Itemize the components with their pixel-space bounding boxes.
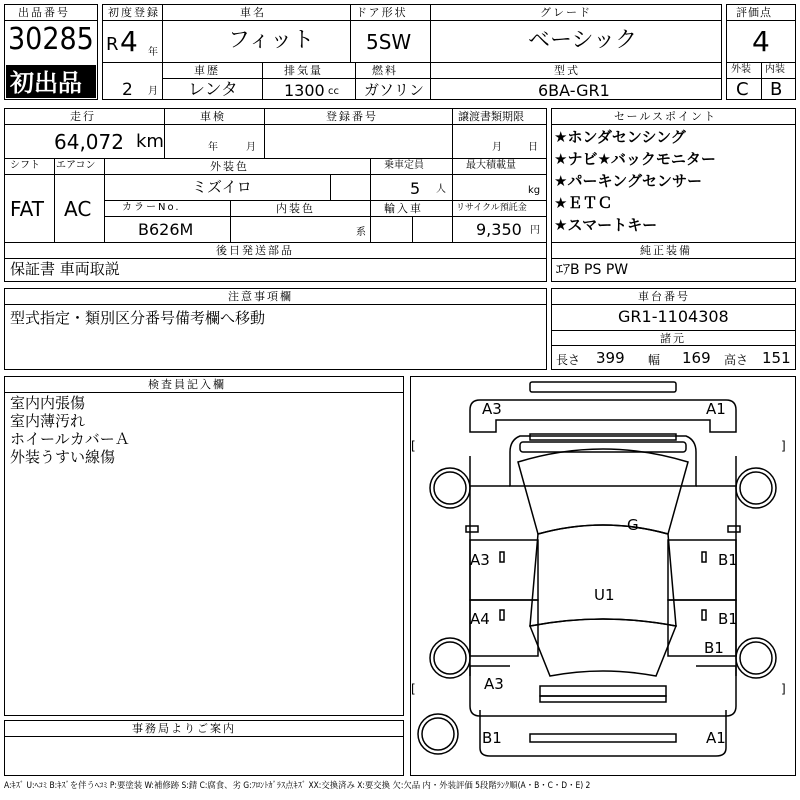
inspection-year-unit: 年 [208, 142, 218, 153]
grade-value: ベーシック [528, 28, 638, 53]
bracket-left: [ [411, 439, 416, 453]
damage-mark: B1 [718, 610, 738, 628]
ac-value: AC [64, 197, 92, 221]
bracket-right: ] [781, 682, 786, 696]
dims-label: 諸元 [660, 332, 686, 345]
recycle-value: 9,350 [476, 220, 522, 239]
height-label: 高さ [724, 353, 749, 367]
inspector-label: 検査員記入欄 [148, 378, 226, 391]
notes-value: 型式指定・類別区分番号備考欄へ移動 [10, 309, 266, 327]
load-label: 最大積載量 [466, 160, 516, 171]
inspection-label: 車検 [200, 110, 226, 123]
lot-number: 30285 [8, 22, 94, 57]
mileage-unit: km [136, 131, 164, 152]
bracket-right: ] [781, 439, 786, 453]
damage-mark: A4 [470, 610, 490, 628]
int-color-unit: 系 [356, 227, 366, 238]
first-listing-label: 初出品 [10, 69, 82, 97]
damage-mark: A1 [706, 729, 726, 747]
model-value: 6BA-GR1 [538, 81, 610, 100]
reg-year: 4 [120, 25, 138, 58]
mileage-label: 走行 [70, 110, 96, 123]
era: R [106, 34, 119, 55]
interior-label: 内装 [765, 64, 785, 75]
transfer-month-unit: 月 [492, 142, 502, 153]
sales-point-item: ★ナビ★バックモニター [554, 150, 716, 168]
capacity-label: 乗車定員 [384, 160, 424, 171]
inspection-month-unit: 月 [246, 142, 256, 153]
ac-label: エアコン [56, 160, 96, 171]
year-unit: 年 [148, 47, 158, 58]
first-listing-badge [6, 65, 96, 98]
door-label: ドア形状 [356, 6, 408, 19]
car-name: フィット [228, 28, 315, 53]
reg-month: 2 [122, 80, 133, 100]
damage-mark: B1 [718, 551, 738, 569]
fuel-label: 燃料 [372, 64, 398, 77]
model-label: 型式 [554, 64, 580, 77]
later-parts-label: 後日発送部品 [216, 244, 294, 257]
color-no-label: カラーNo. [122, 202, 181, 213]
car-name-label: 車名 [240, 6, 266, 19]
score-value: 4 [752, 25, 770, 58]
width-label: 幅 [648, 353, 661, 367]
height-value: 151 [762, 349, 791, 367]
color-no-value: B626M [138, 220, 194, 239]
history-value: レンタ [188, 80, 238, 100]
inspector-line: ホイールカバーＡ [10, 430, 130, 448]
car-diagram [410, 376, 796, 776]
damage-mark: B1 [704, 639, 724, 657]
legend: A:ｷｽﾞ U:ﾍｺﾐ B:ｷｽﾞを伴うﾍｺﾐ P:要塗装 W:補修跡 S:錆 C:腐食、劣 G:ﾌﾛﾝﾄｶﾞﾗｽ点ｷｽﾞ XX:交換済み X:要交換 欠:欠品 内・外装評価 5段階ﾗﾝｸ順(A・B・C・D・E) 2 [4, 780, 591, 790]
damage-mark: A1 [706, 400, 726, 418]
grade-label: グレード [540, 6, 592, 19]
inspector-line: 室内薄汚れ [10, 412, 86, 430]
recycle-label: リサイクル預託金 [456, 203, 527, 213]
int-color-label: 内装色 [276, 202, 315, 215]
color-label: 外装色 [210, 160, 249, 173]
mileage-value: 64,072 [54, 130, 124, 154]
equipment-value: ｴｱB PS PW [556, 262, 629, 278]
sales-point-item: ★パーキングセンサー [554, 172, 702, 190]
chassis-label: 車台番号 [638, 290, 690, 303]
sales-point-item: ★ホンダセンシング [554, 128, 686, 146]
exterior-score: C [736, 79, 749, 100]
first-reg-label: 初度登録 [108, 6, 160, 19]
sales-point-item: ★スマートキー [554, 216, 658, 234]
fuel-value: ガソリン [364, 81, 425, 99]
bracket-left: [ [411, 682, 416, 696]
length-value: 399 [596, 349, 625, 367]
history-label: 車歴 [194, 64, 220, 77]
transfer-label: 譲渡書類期限 [458, 110, 524, 123]
sales-point-item: ★ＥＴＣ [554, 194, 613, 212]
color-value: ミズイロ [192, 178, 252, 196]
displacement-value: 1300 [284, 81, 325, 100]
damage-mark: A3 [484, 675, 504, 693]
inspector-line: 室内内張傷 [10, 394, 86, 412]
width-value: 169 [682, 349, 711, 367]
capacity-unit: 人 [436, 184, 446, 195]
damage-mark: U1 [594, 586, 615, 604]
damage-mark: B1 [482, 729, 502, 747]
lot-label: 出品番号 [18, 6, 70, 19]
interior-score: B [770, 79, 783, 100]
transfer-day-unit: 日 [528, 142, 538, 153]
notes-label: 注意事項欄 [228, 290, 293, 303]
recycle-unit: 円 [530, 225, 540, 236]
month-unit: 月 [148, 86, 158, 97]
inspector-line: 外装うすい線傷 [10, 448, 116, 466]
import-label: 輸入車 [384, 202, 423, 215]
exterior-label: 外装 [731, 64, 751, 75]
capacity-value: 5 [410, 179, 421, 198]
score-label: 評価点 [736, 6, 772, 19]
office-label: 事務局よりご案内 [132, 722, 236, 735]
damage-mark: A3 [470, 551, 490, 569]
length-label: 長さ [556, 353, 581, 367]
displacement-unit: cc [328, 86, 339, 97]
damage-mark: G [627, 516, 639, 534]
sales-points-label: セールスポイント [614, 110, 718, 123]
shift-label: シフト [10, 160, 40, 171]
reg-no-label: 登録番号 [326, 110, 378, 123]
door-value: 5SW [366, 30, 412, 54]
displacement-label: 排気量 [284, 64, 323, 77]
later-parts-value: 保証書 車両取説 [10, 260, 120, 278]
load-unit: kg [528, 185, 541, 196]
damage-mark: A3 [482, 400, 502, 418]
equipment-label: 純正装備 [640, 244, 692, 257]
chassis-value: GR1-1104308 [618, 307, 729, 326]
shift-value: FAT [10, 197, 45, 221]
